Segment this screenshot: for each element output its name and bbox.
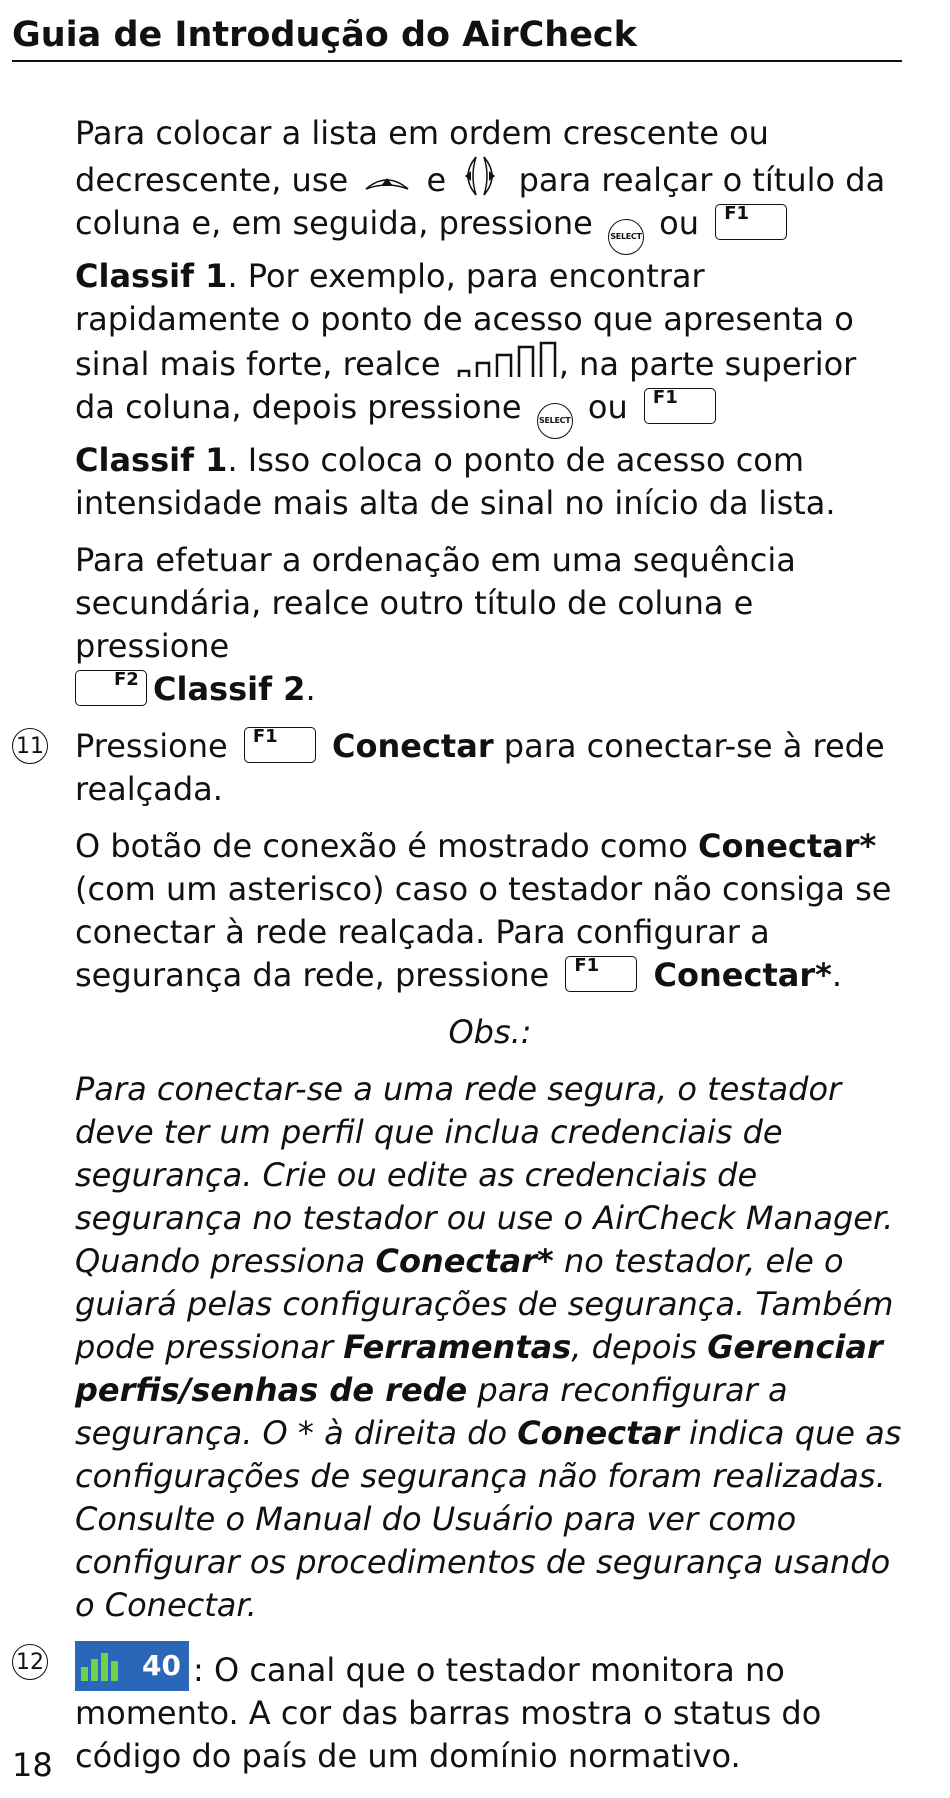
up-arrow-key-icon [364, 173, 410, 195]
signal-strength-icon [457, 341, 557, 379]
text: . Isso coloca o ponto de acesso com intensidade mais alta de sinal no início da lista. [75, 441, 836, 522]
bold-term: Gerenciar perfis/senhas de rede [75, 1328, 883, 1409]
bold-term: Conectar* [697, 827, 877, 865]
f1-key-icon [644, 388, 716, 424]
bold-term: Classif 1 [75, 257, 228, 295]
key-label: F1 [252, 726, 278, 747]
bold-term: Conectar* [375, 1242, 554, 1280]
channel-indicator-icon [75, 1641, 189, 1691]
text: para reconfigurar a segurança. O * à direita do [75, 1371, 788, 1452]
text: : O canal que o testador monitora no momento. A cor das barras mostra o status do código do país de um domínio normativo. [75, 1651, 822, 1775]
bold-term: Conectar [517, 1414, 679, 1452]
text: , depois [571, 1328, 698, 1366]
text: indica que as configurações de segurança não foram realizadas. Consulte o Manual do Usuário para ver como configurar os procedimentos de segurança usando o Conectar. [75, 1414, 902, 1624]
step-number-badge: 11 [12, 728, 48, 764]
select-button-icon: SELECT [537, 403, 573, 439]
step-number-badge: 12 [12, 1644, 48, 1680]
text: ou [659, 204, 700, 242]
f1-key-icon [715, 204, 787, 240]
key-label: F1 [574, 955, 600, 976]
text: . [305, 670, 316, 708]
text: (com um asterisco) caso o testador não consiga se conectar à rede realçada. Para configurar a segurança da rede, pressione [75, 870, 892, 994]
text: ou [587, 388, 628, 426]
f1-key-icon [244, 727, 316, 763]
key-label: F1 [652, 387, 678, 408]
bold-term: Classif 2 [153, 670, 306, 708]
text: Pressione [75, 727, 228, 765]
text: O botão de conexão é mostrado como [75, 827, 688, 865]
key-label: F2 [114, 669, 139, 690]
text: , na parte superior da coluna, depois pressione [75, 345, 857, 426]
note-body [75, 1068, 905, 1627]
paragraph-connect-status [75, 825, 905, 997]
text: Para conectar-se a uma rede segura, o testador deve ter um perfil que inclua credenciais de segurança. Crie ou edite as credenciais de segurança no testador ou use o AirCheck Manager. Quando pressiona [75, 1070, 894, 1280]
bold-term: Classif 1 [75, 441, 228, 479]
channel-number: 40 [142, 1649, 181, 1682]
text: e [426, 161, 447, 199]
text: Para colocar a lista em ordem crescente ou decrescente, use [75, 114, 769, 199]
f1-key-icon [565, 956, 637, 992]
left-right-arrow-keys-icon [458, 155, 502, 197]
paragraph-sort [75, 112, 905, 525]
bold-term: Conectar [332, 727, 494, 765]
text: . [831, 956, 843, 994]
page-header: Guia de Introdução do AirCheck [12, 10, 902, 62]
step-11 [16, 725, 905, 811]
page-number: 18 [12, 1746, 53, 1784]
text: Para efetuar a ordenação em uma sequência secundária, realce outro título de coluna e pressione [75, 541, 796, 665]
key-label: F1 [724, 203, 750, 224]
bold-term: Ferramentas [343, 1328, 572, 1366]
note-title: Obs.: [448, 1013, 532, 1051]
select-button-icon: SELECT [608, 219, 644, 255]
bold-term: Conectar* [653, 956, 832, 994]
paragraph-secondary-sort [75, 539, 905, 711]
channel-bars-icon [81, 1649, 119, 1681]
f2-key-icon [75, 670, 147, 706]
text: . Por exemplo, para encontrar rapidamente o ponto de acesso que apresenta o sinal mais forte, realce [75, 257, 854, 383]
text: no testador, ele o guiará pelas configurações de segurança. Também pode pressionar [75, 1242, 894, 1366]
text: para realçar o título da coluna e, em seguida, pressione [75, 161, 886, 242]
text: para conectar-se à rede realçada. [75, 727, 885, 808]
